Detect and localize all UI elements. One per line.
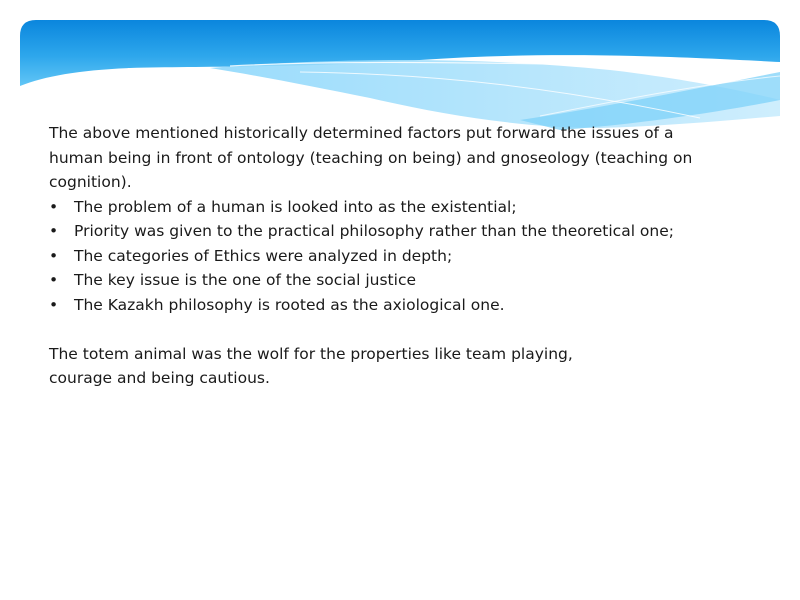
bullet-icon: • [49, 295, 59, 314]
bullet-list [49, 195, 699, 318]
bullet-icon: • [49, 197, 59, 216]
list-item [49, 244, 699, 269]
intro-paragraph: The above mentioned historically determined factors put forward the issues of a human being in front of ontology (teaching on being) and gnoseology (teaching on cognition). [49, 124, 693, 191]
list-item [49, 219, 699, 244]
list-item [49, 195, 699, 220]
list-item [49, 268, 699, 293]
slide-body [49, 121, 699, 391]
list-item-text: Priority was given to the practical philosophy rather than the theoretical one; [74, 222, 674, 240]
bullet-icon: • [49, 222, 59, 240]
bullet-icon: • [49, 246, 59, 265]
closing-paragraph: The totem animal was the wolf for the properties like team playing, courage and being cautious. [49, 344, 573, 387]
paragraph-spacer [49, 317, 699, 342]
list-item-text: The categories of Ethics were analyzed in depth; [74, 246, 453, 265]
list-item-text: The problem of a human is looked into as the existential; [74, 197, 517, 216]
list-item-text: The key issue is the one of the social justice [74, 271, 416, 289]
bullet-icon: • [49, 271, 59, 289]
list-item-text: The Kazakh philosophy is rooted as the axiological one. [74, 295, 505, 314]
list-item [49, 293, 699, 318]
